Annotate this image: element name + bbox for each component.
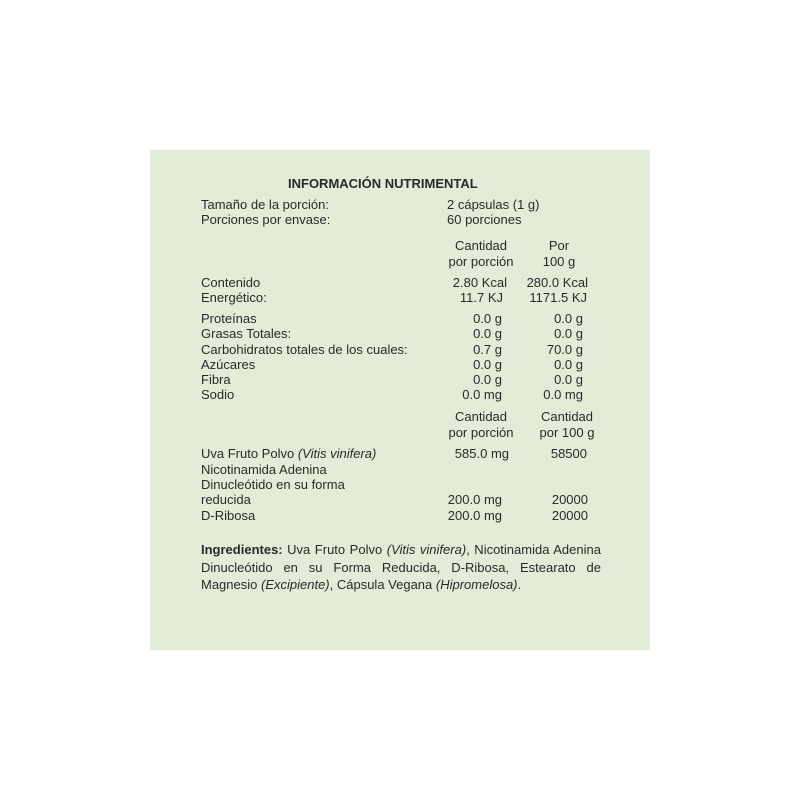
header-per-100g [534, 238, 584, 269]
nutrient-per100: 0.0 g [554, 372, 583, 387]
nutrient-per100: 0.0 g [554, 357, 583, 372]
nutrient-per100: 0.0 g [554, 311, 583, 326]
energy-label-line1: Contenido [201, 275, 261, 290]
energy-kj-portion: 11.7 KJ [459, 290, 503, 305]
nutrient-portion: 0.0 g [473, 311, 502, 326]
active-ribose-per100: 20000 [551, 508, 588, 523]
nutrient-name: Carbohidratos totales de los cuales: [201, 342, 408, 357]
energy-kcal-100g: 280.0 Kcal [526, 275, 588, 290]
panel-title: INFORMACIÓN NUTRIMENTAL [288, 176, 478, 191]
ingredients-italic-2: (Excipiente) [260, 577, 330, 592]
nutrient-portion: 0.0 g [473, 357, 502, 372]
header-per-100g-line1: Por [548, 238, 570, 253]
active-grape-name [201, 446, 376, 461]
energy-kj-100g: 1171.5 KJ [529, 290, 587, 305]
active-nad-per100: 20000 [551, 492, 588, 507]
serving-size-value: 2 cápsulas (1 g) [447, 197, 540, 212]
servings-per-container-label: Porciones por envase: [201, 212, 331, 227]
nutrient-per100: 0.0 mg [543, 387, 583, 402]
active-nad-line1: Nicotinamida Adenina [201, 462, 327, 477]
header-per-portion [440, 238, 522, 269]
nutrient-name: Sodio [201, 387, 235, 402]
nutrition-panel [150, 150, 650, 650]
nutrient-name: Fibra [201, 372, 231, 387]
nutrient-portion: 0.7 g [473, 342, 502, 357]
header2-per-100g-line1: Cantidad [540, 409, 594, 424]
header2-per-100g-line2: por 100 g [539, 425, 595, 440]
ingredients-label: Ingredientes: [201, 542, 283, 557]
ingredients-text-2: , Nicotinamida Adenina Dinucleótido en su Forma Reducida, D-Ribosa, Estearato de Magnesio [201, 542, 601, 592]
ingredients-text-3: , Cápsula Vegana [329, 577, 436, 592]
header2-per-100g [532, 409, 602, 440]
header2-per-portion-line2: por porción [448, 425, 514, 440]
ingredients-italic-1: (Vitis vinifera) [386, 542, 467, 557]
nutrient-portion: 0.0 g [473, 372, 502, 387]
active-grape-portion: 585.0 mg [454, 446, 509, 461]
ingredients-text-1: Uva Fruto Polvo [282, 542, 387, 557]
active-nad-portion: 200.0 mg [447, 492, 502, 507]
nutrient-portion: 0.0 mg [462, 387, 502, 402]
active-ribose-portion: 200.0 mg [447, 508, 502, 523]
nutrient-per100: 70.0 g [546, 342, 583, 357]
active-ribose-name: D-Ribosa [201, 508, 256, 523]
serving-size-label: Tamaño de la porción: [201, 197, 329, 212]
header-per-portion-line2: por porción [448, 254, 514, 269]
servings-per-container-value: 60 porciones [447, 212, 522, 227]
energy-kcal-portion: 2.80 Kcal [452, 275, 507, 290]
ingredients-paragraph [201, 541, 601, 594]
header-per-portion-line1: Cantidad [454, 238, 508, 253]
active-nad-line3: reducida [201, 492, 251, 507]
nutrient-per100: 0.0 g [554, 326, 583, 341]
active-nad-line2: Dinucleótido en su forma [201, 477, 345, 492]
header2-per-portion-line1: Cantidad [454, 409, 508, 424]
nutrient-name: Azúcares [201, 357, 256, 372]
active-grape-common: Uva Fruto Polvo [201, 446, 295, 461]
ingredients-text-4: . [517, 577, 522, 592]
energy-label-line2: Energético: [201, 290, 267, 305]
active-grape-per100: 58500 [550, 446, 587, 461]
header-per-100g-line2: 100 g [542, 254, 576, 269]
active-grape-latin: (Vitis vinifera) [297, 446, 377, 461]
nutrient-name: Grasas Totales: [201, 326, 292, 341]
header2-per-portion [440, 409, 522, 440]
nutrient-name: Proteínas [201, 311, 257, 326]
nutrient-portion: 0.0 g [473, 326, 502, 341]
ingredients-italic-3: (Hipromelosa) [435, 577, 518, 592]
